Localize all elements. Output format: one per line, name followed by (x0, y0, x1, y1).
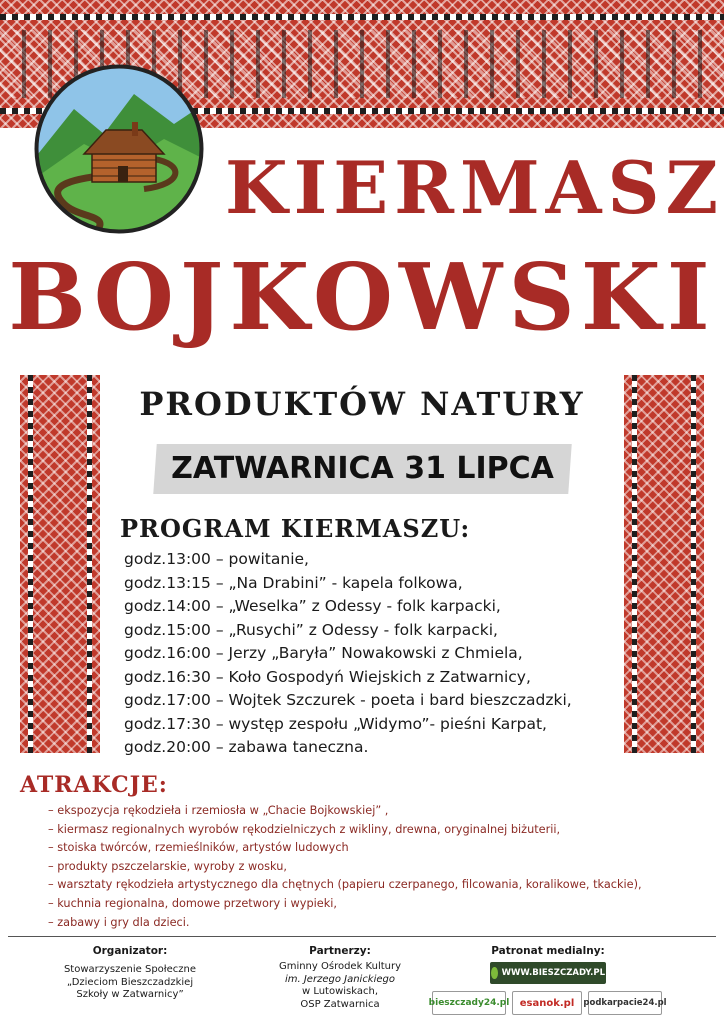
attraction-item: – warsztaty rękodzieła artystycznego dla chętnych (papieru czerpanego, filcowania, koralikowe, tkackie), (48, 878, 642, 892)
program-list (124, 548, 624, 760)
program-item: godz.17:00 – Wojtek Szczurek - poeta i bard bieszczadzki, (124, 691, 572, 709)
program-heading: PROGRAM KIERMASZU: (120, 514, 471, 543)
partners-heading: Partnerzy: (309, 945, 371, 957)
program-item: godz.20:00 – zabawa taneczna. (124, 738, 369, 756)
attractions-list (48, 802, 708, 932)
media-logo-label: podkarpacie24.pl (583, 998, 667, 1008)
program-item: godz.17:30 – występ zespołu „Widymo”- pieśni Karpat, (124, 714, 547, 733)
attraction-item: – ekspozycja rękodzieła i rzemiosła w „Chacie Bojkowskiej” , (48, 804, 389, 817)
program-item: godz.14:00 – „Weselka” z Odessy - folk karpacki, (124, 597, 501, 615)
organizer-line: Szkoły w Zatwarnicy” (76, 989, 184, 1000)
subtitle: PRODUKTÓW NATURY (139, 385, 585, 423)
title-bojkowski: BOJKOWSKI (8, 243, 716, 351)
attraction-item: – zabawy i gry dla dzieci. (48, 915, 190, 929)
organizer-line: „Dzieciom Bieszczadzkiej (66, 976, 194, 988)
media-logo-label: WWW.BIESZCZADY.PL (501, 968, 605, 978)
event-date: ZATWARNICA 31 LIPCA (171, 451, 554, 486)
patron-block (430, 944, 666, 958)
media-logo-bieszczady24[interactable] (428, 991, 510, 1015)
attraction-item: – stoiska twórców, rzemieślników, artystów ludowych (48, 841, 349, 855)
program-item: godz.13:15 – „Na Drabini” - kapela folkowa, (124, 573, 463, 592)
attraction-item: – kiermasz regionalnych wyrobów rękodzielniczych z wikliny, drewna, oryginalnej biżuterii, (48, 822, 561, 836)
partner-line: Gminny Ośrodek Kultury (278, 961, 402, 972)
program-item: godz.13:00 – powitanie, (124, 550, 309, 568)
media-logo-esanok[interactable] (512, 991, 582, 1015)
organizer-heading: Organizator: (92, 945, 168, 957)
program-item: godz.15:00 – „Rusychi” z Odessy - folk karpacki, (124, 620, 498, 639)
media-logo-label: bieszczady24.pl (428, 998, 510, 1008)
partner-line: OSP Zatwarnica (300, 998, 380, 1010)
title-kiermasz: KIERMASZ (225, 145, 724, 230)
attractions-heading: ATRAKCJE: (20, 772, 168, 798)
program-item: godz.16:00 – Jerzy „Baryła” Nowakowski z Chmiela, (124, 644, 523, 662)
media-logo-bieszczady[interactable] (490, 962, 606, 984)
partners-block (250, 944, 430, 1011)
program-item: godz.16:30 – Koło Gospodyń Wiejskich z Zatwarnicy, (124, 667, 531, 686)
attraction-item: – kuchnia regionalna, domowe przetwory i wypieki, (48, 896, 337, 910)
media-logo-podkarpacie24[interactable] (583, 991, 667, 1015)
media-logo-label: esanok.pl (519, 997, 575, 1009)
patron-heading: Patronat medialny: (491, 945, 605, 957)
organizer-line: Stowarzyszenie Społeczne (63, 964, 197, 975)
globe-icon (491, 967, 498, 979)
footer-divider (8, 936, 716, 937)
right-embroidery-band (624, 375, 704, 753)
attraction-item: – produkty pszczelarskie, wyroby z wosku, (48, 859, 287, 873)
partner-line: im. Jerzego Janickiego (284, 973, 395, 985)
mountain-cabin-logo-icon (34, 64, 204, 234)
left-embroidery-band (20, 375, 100, 753)
partner-line: w Lutowiskach, (301, 986, 379, 997)
organizer-block (30, 944, 230, 1002)
